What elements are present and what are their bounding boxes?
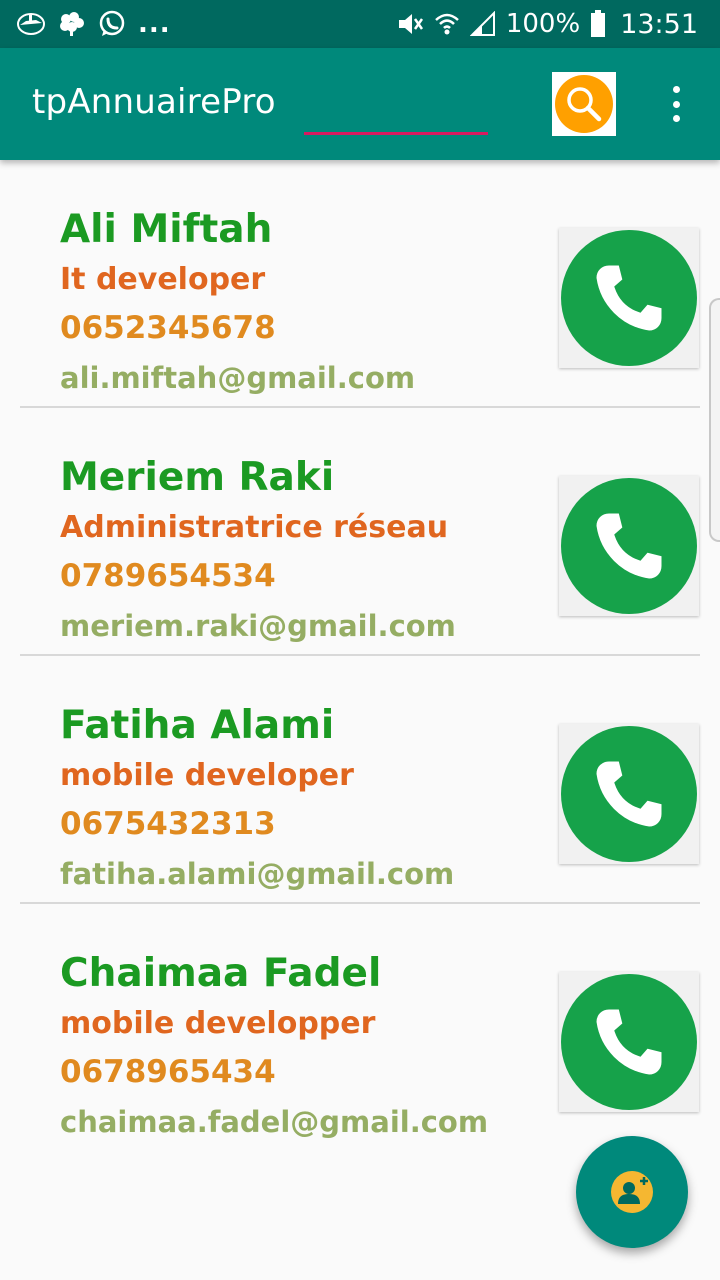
contact-details — [60, 206, 415, 402]
wifi-icon — [434, 11, 460, 37]
add-contact-icon — [609, 1169, 655, 1215]
contact-name: Chaimaa Fadel — [60, 951, 382, 996]
add-contact-button[interactable] — [576, 1136, 688, 1248]
status-bar — [0, 0, 720, 48]
call-circle — [561, 726, 697, 862]
contact-email: fatiha.alami@gmail.com — [60, 857, 455, 891]
list-item[interactable] — [20, 160, 700, 408]
contact-email: chaimaa.fadel@gmail.com — [60, 1105, 489, 1139]
call-button[interactable] — [559, 228, 699, 368]
contact-details — [60, 702, 454, 898]
search-button[interactable] — [552, 72, 616, 136]
contact-name: Fatiha Alami — [60, 703, 335, 748]
phone-icon — [587, 752, 671, 836]
phone-icon — [587, 504, 671, 588]
contact-list — [0, 160, 720, 1150]
list-item[interactable] — [20, 904, 700, 1150]
contact-job: Administratrice réseau — [60, 510, 449, 545]
contact-name: Ali Miftah — [60, 207, 273, 252]
contact-details — [60, 454, 456, 650]
contact-email: ali.miftah@gmail.com — [60, 361, 416, 395]
phone-icon — [587, 1000, 671, 1084]
clock: 13:51 — [620, 8, 698, 40]
call-button[interactable] — [559, 972, 699, 1112]
contact-phone: 0678965434 — [60, 1054, 276, 1090]
list-item[interactable] — [20, 408, 700, 656]
call-circle — [561, 478, 697, 614]
more-vert-icon[interactable] — [656, 82, 696, 126]
contact-phone: 0652345678 — [60, 310, 276, 346]
search-icon-circle — [555, 75, 613, 133]
call-button[interactable] — [559, 724, 699, 864]
contact-job: It developer — [60, 262, 266, 297]
brain-icon — [58, 11, 86, 37]
scrollbar[interactable] — [709, 298, 720, 542]
contact-job: mobile developer — [60, 758, 354, 793]
call-circle — [561, 230, 697, 366]
signal-icon — [470, 11, 496, 37]
contact-phone: 0675432313 — [60, 806, 276, 842]
search-input[interactable] — [304, 78, 488, 135]
call-button[interactable] — [559, 476, 699, 616]
more-notifications: ... — [138, 9, 171, 39]
whatsapp-icon — [98, 10, 126, 38]
app-title: tpAnnuairePro — [32, 82, 276, 122]
contact-name: Meriem Raki — [60, 455, 335, 500]
airplane-icon — [16, 11, 46, 37]
contact-job: mobile developper — [60, 1006, 376, 1041]
search-icon — [564, 84, 604, 124]
app-bar — [0, 48, 720, 160]
battery-percent: 100% — [505, 9, 581, 39]
mute-icon — [396, 11, 424, 37]
contact-details — [60, 950, 488, 1146]
contact-phone: 0789654534 — [60, 558, 276, 594]
battery-icon — [590, 10, 606, 38]
phone-icon — [587, 256, 671, 340]
list-item[interactable] — [20, 656, 700, 904]
contact-email: meriem.raki@gmail.com — [60, 609, 456, 643]
call-circle — [561, 974, 697, 1110]
